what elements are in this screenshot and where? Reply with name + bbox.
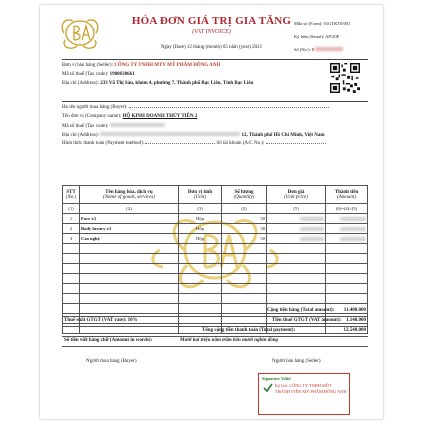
seller-tax-code: 1900638661	[109, 72, 135, 77]
col-header-name: Tên hàng hóa, dịch vụ (Name of goods, services)	[80, 186, 179, 204]
invoice-title: HÓA ĐƠN GIÁ TRỊ GIA TĂNG	[131, 15, 292, 27]
invoice-number-value: 0	[311, 47, 315, 52]
payment-label: Hình thức thanh toán (Payment method):	[62, 141, 144, 146]
buyer-address: 12, Thành phố Hồ Chí Minh, Việt Nam	[241, 133, 325, 138]
serial-number: Ký hiệu (Serial): AP/20E	[294, 34, 340, 39]
seller-signature-label: Người bán hàng (Seller)	[272, 359, 321, 364]
divider	[62, 101, 368, 102]
signature-valid: Signature Valid	[262, 376, 291, 381]
seller-tax-label: Mã số thuế (Tax code):	[62, 72, 109, 77]
signed-by: Ký bởi: CÔNG TY TNHH MỘT THÀNH VIÊN MỸ PHẨM ĐÔNG ANH	[275, 383, 347, 394]
subtotal-row	[62, 308, 368, 317]
index-row: (1) (2) (3) (4) (5) (6)=(4)×(5)	[63, 204, 368, 214]
buyer-company-label: Tên đơn vị (Company name):	[62, 114, 122, 119]
amount-words: Mười hai triệu năm trăm bốn mươi nghìn đồng	[180, 338, 279, 343]
amount-words-row	[62, 338, 368, 347]
payment-row	[62, 141, 326, 146]
table-row: 2 Body luxury x3 Hộp 30	[63, 224, 368, 234]
vat-amount-value: 1.140.000	[346, 318, 366, 323]
seller-address-row	[62, 81, 253, 86]
form-number: Mẫu số (Form): 01GTKT0/001	[294, 21, 351, 26]
total-value: 12.540.000	[343, 328, 366, 333]
col-header-amount: Thành tiền (Amount)	[326, 186, 368, 204]
buyer-company-row	[62, 114, 197, 119]
total-label: Tổng cộng tiền thanh toán (Total payment):	[202, 328, 296, 333]
divider	[62, 59, 368, 60]
vat-amount-label: Tiền thuế GTGT (VAT amount):	[272, 318, 342, 323]
seller-address: 233 Võ Thị Sáu, khóm 4, phường 7, Thành phố Bạc Liêu, Tỉnh Bạc Liêu	[100, 81, 254, 86]
account-label: Số tài khoản (A/C No.):	[216, 141, 265, 146]
digital-signature-stamp	[258, 373, 350, 415]
buyer-address-label: Địa chỉ (Address):	[62, 133, 99, 138]
subtotal-value: 11.400.000	[343, 308, 366, 313]
col-header-no: STT (No.)	[63, 186, 80, 204]
amount-words-label: Số tiền viết bằng chữ (Amount in words):	[64, 338, 153, 343]
buyer-company-name: HỘ KINH DOANH THỦY TIÊN 2	[122, 114, 198, 119]
buyer-address-row	[62, 132, 325, 138]
seller-address-label: Địa chỉ (Address):	[62, 81, 99, 86]
buyer-tax-label: Mã số thuế (Tax code):	[62, 124, 109, 129]
qr-code	[330, 63, 360, 93]
invoice-number-label: Số (No.):	[294, 47, 311, 52]
buyer-tax-row	[62, 123, 165, 129]
buyer-row	[62, 105, 329, 110]
table-row: 3 Cao nghệ Hộp 50	[63, 234, 368, 244]
vat-rate-label: Thuế suất GTGT (VAT rate): 10%	[64, 318, 138, 323]
seller-name: CÔNG TY TNHH MTV MỸ PHẨM ĐÔNG ANH	[114, 63, 221, 68]
subtotal-label: Cộng tiền hàng (Total amount):	[267, 308, 335, 313]
invoice-date: Ngày (Date) 12 tháng (month) 05 năm (year) 2021	[160, 45, 263, 50]
col-header-qty: Số lượng (Quantity)	[222, 186, 267, 204]
seller-name-row	[62, 63, 220, 68]
col-header-price: Đơn giá (Unit price)	[267, 186, 326, 204]
vat-row	[62, 318, 368, 327]
buyer-label: Họ tên người mua hàng (Buyer):	[62, 105, 128, 110]
table-row: 1 Face x3 Hộp 50	[63, 214, 368, 224]
seller-tax-row	[62, 72, 135, 77]
invoice-number	[294, 47, 343, 52]
col-header-unit: Đơn vị tính (Unit)	[179, 186, 222, 204]
invoice-subtitle: (VAT INVOICE)	[192, 29, 231, 35]
total-row	[62, 328, 368, 337]
invoice-paper	[40, 5, 383, 419]
checkmark-icon	[263, 383, 273, 393]
seller-name-label: Đơn vị bán hàng (Seller):	[62, 63, 113, 68]
buyer-signature-label: Người mua hàng (Buyer)	[86, 359, 137, 364]
